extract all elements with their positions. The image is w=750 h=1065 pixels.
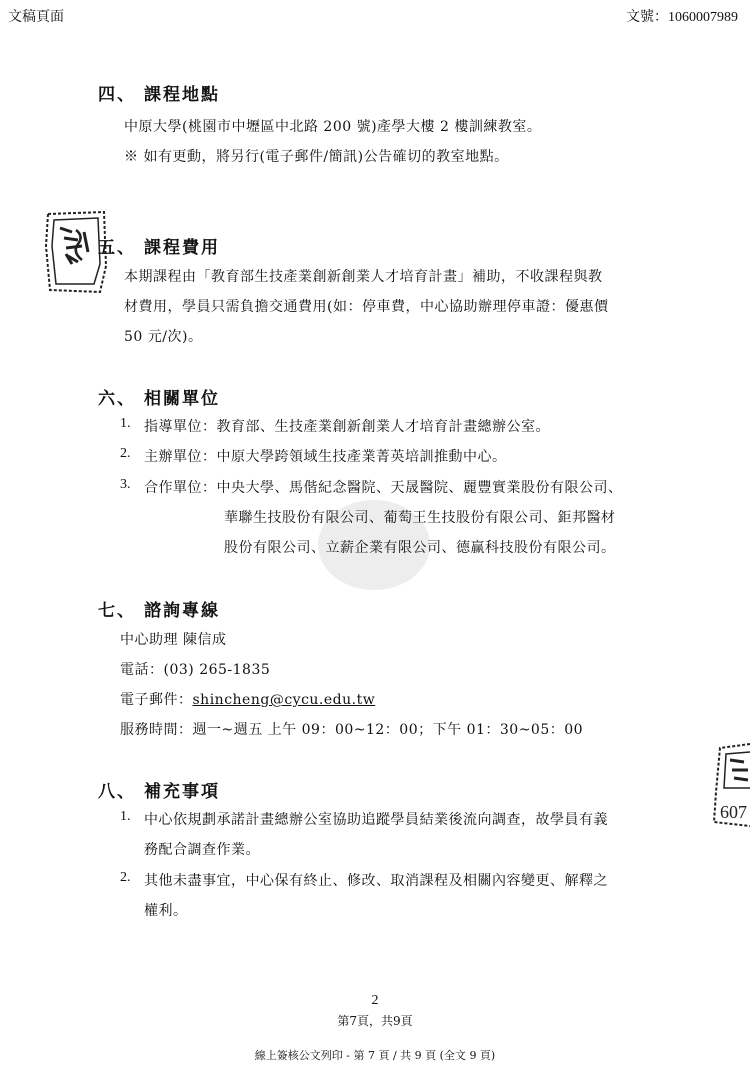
list-number: 1. (120, 416, 131, 431)
stamp-right-text: 607 (720, 802, 747, 822)
unit-partners-cont-1: 華聯生技股份有限公司、葡萄王生技股份有限公司、鉅邦醫材 (224, 510, 616, 526)
hotline-contact: 中心助理 陳信成 (120, 632, 227, 648)
section-title: 補充事項 (144, 782, 220, 802)
list-number: 3. (120, 477, 131, 492)
section-notes-heading (98, 777, 220, 802)
document-number: 文號：1060007989 (626, 10, 738, 25)
page-count: 第7頁，共9頁 (337, 1014, 413, 1028)
section-number: 八、 (98, 782, 136, 802)
list-number: 2. (120, 870, 131, 885)
print-info: 線上簽核公文列印 - 第 7 頁 / 共 9 頁 (全文 9 頁) (254, 1049, 496, 1062)
hotline-hours: 服務時間：週一~週五 上午 09：00~12：00；下午 01：30~05：00 (120, 722, 584, 738)
section-title: 課程地點 (144, 85, 220, 105)
section-number: 七、 (98, 601, 136, 621)
list-number: 1. (120, 809, 131, 824)
page-number: 2 (371, 993, 379, 1008)
seal-stamp-right (706, 742, 750, 832)
location-address: 中原大學(桃園市中壢區中北路 200 號)產學大樓 2 樓訓練教室。 (124, 119, 542, 135)
section-number: 五、 (98, 238, 136, 258)
unit-partners-cont-2: 股份有限公司、立薪企業有限公司、德赢科技股份有限公司。 (224, 540, 616, 556)
location-note: ※ 如有更動，將另行(電子郵件/簡訊)公告確切的教室地點。 (124, 149, 509, 165)
header-title: 文稿頁面 (8, 10, 64, 25)
section-title: 諮詢專線 (144, 601, 220, 621)
unit-supervising: 指導單位：教育部、生技產業創新創業人才培育計畫總辦公室。 (144, 419, 550, 435)
section-title: 課程費用 (144, 238, 220, 258)
section-number: 六、 (98, 389, 136, 409)
section-location-heading (98, 80, 220, 105)
list-number: 2. (120, 446, 131, 461)
fees-line-3: 50 元/次)。 (124, 329, 203, 345)
section-units-heading (98, 384, 220, 409)
email-link[interactable]: shincheng@cycu.edu.tw (192, 692, 376, 708)
unit-partners: 合作單位：中央大學、馬偕紀念醫院、天晟醫院、麗豐實業股份有限公司、 (144, 480, 623, 496)
fees-line-2: 材費用，學員只需負擔交通費用(如：停車費，中心協助辦理停車證：優惠價 (124, 299, 609, 315)
note-1-line-2: 務配合調查作業。 (144, 842, 260, 858)
section-hotline-heading (98, 596, 220, 621)
unit-organizer: 主辦單位：中原大學跨領域生技產業菁英培訓推動中心。 (144, 449, 507, 465)
section-title: 相關單位 (144, 389, 220, 409)
hotline-email-row (120, 689, 375, 709)
section-fees-heading (98, 233, 220, 258)
note-1-line-1: 中心依規劃承諾計畫總辦公室協助追蹤學員結業後流向調查，故學員有義 (144, 812, 608, 828)
note-2-line-2: 權利。 (144, 903, 188, 919)
section-number: 四、 (98, 85, 136, 105)
fees-line-1: 本期課程由「教育部生技產業創新創業人才培育計畫」補助，不收課程與教 (124, 269, 603, 285)
email-label: 電子郵件： (120, 692, 193, 708)
hotline-phone: 電話：(03) 265-1835 (120, 662, 271, 678)
note-2-line-1: 其他未盡事宜，中心保有終止、修改、取消課程及相關內容變更、解釋之 (144, 873, 608, 889)
